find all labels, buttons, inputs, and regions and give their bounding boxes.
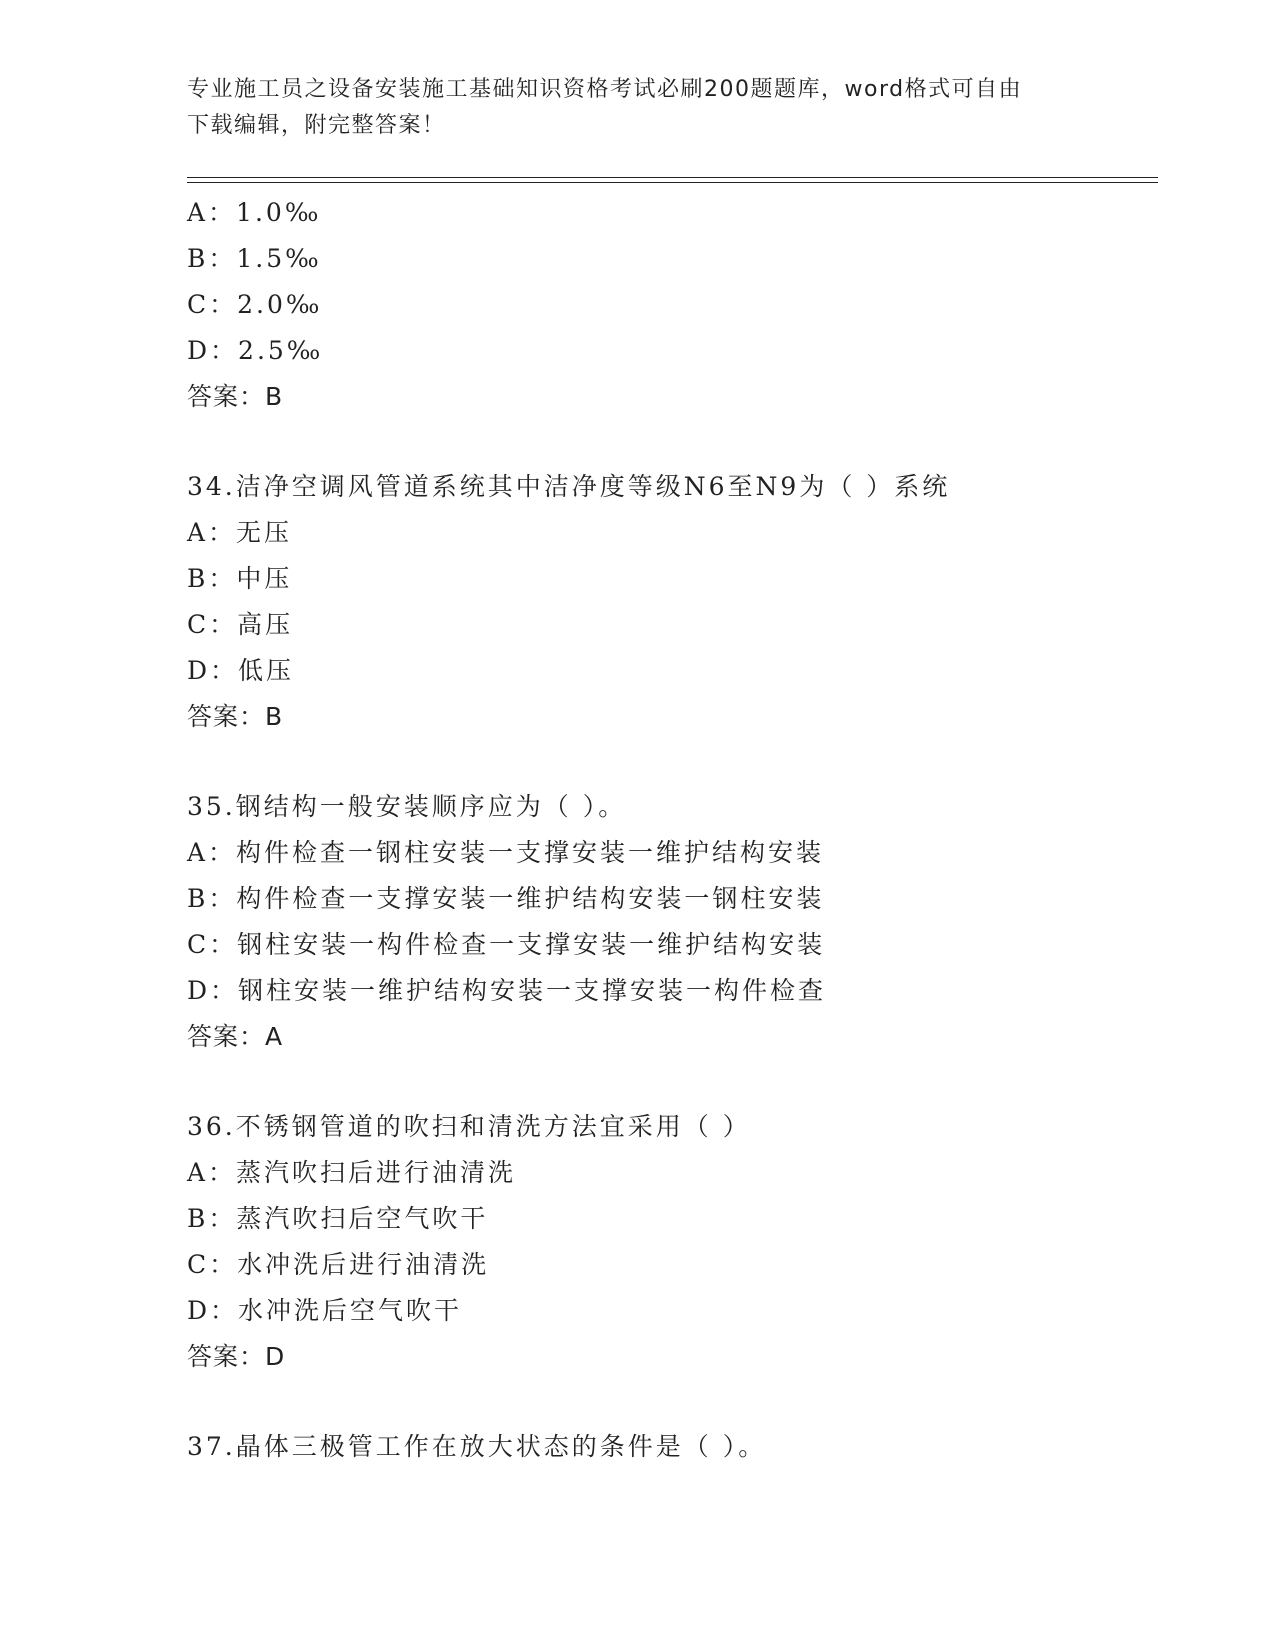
spacer bbox=[187, 1060, 1147, 1104]
option-d: D：水冲洗后空气吹干 bbox=[187, 1296, 463, 1325]
question-35 bbox=[187, 784, 1147, 1060]
question-text: 37.晶体三极管工作在放大状态的条件是（ ）。 bbox=[187, 1432, 767, 1461]
option-c: C：水冲洗后进行油清洗 bbox=[187, 1250, 490, 1279]
spacer bbox=[187, 1380, 1147, 1424]
option-b: B：蒸汽吹扫后空气吹干 bbox=[187, 1204, 489, 1233]
header-divider-top bbox=[187, 177, 1158, 178]
header-line-1: 专业施工员之设备安装施工基础知识资格考试必刷200题题库，word格式可自由 bbox=[187, 77, 1023, 102]
option-b: B：构件检查一支撑安装一维护结构安装一钢柱安装 bbox=[187, 884, 825, 913]
document-header bbox=[187, 72, 1087, 144]
option-c: C：2.0‰ bbox=[187, 290, 323, 319]
option-d: D：钢柱安装一维护结构安装一支撑安装一构件检查 bbox=[187, 976, 827, 1005]
option-a: A：无压 bbox=[187, 518, 293, 547]
header-divider-bottom bbox=[187, 182, 1158, 183]
option-d: D：2.5‰ bbox=[187, 336, 324, 365]
answer: 答案：A bbox=[187, 1022, 284, 1051]
option-a: A：构件检查一钢柱安装一支撑安装一维护结构安装 bbox=[187, 838, 825, 867]
question-text: 34.洁净空调风管道系统其中洁净度等级N6至N9为（ ）系统 bbox=[187, 472, 951, 501]
question-text: 35.钢结构一般安装顺序应为（ ）。 bbox=[187, 792, 627, 821]
option-a: A：1.0‰ bbox=[187, 198, 322, 227]
option-c: C：高压 bbox=[187, 610, 294, 639]
answer: 答案：D bbox=[187, 1342, 286, 1371]
spacer bbox=[187, 420, 1147, 464]
question-34 bbox=[187, 464, 1147, 740]
option-d: D：低压 bbox=[187, 656, 295, 685]
option-a: A：蒸汽吹扫后进行油清洗 bbox=[187, 1158, 517, 1187]
question-list bbox=[187, 190, 1147, 1470]
answer: 答案：B bbox=[187, 382, 284, 411]
question-36 bbox=[187, 1104, 1147, 1380]
question-text: 36.不锈钢管道的吹扫和清洗方法宜采用（ ） bbox=[187, 1112, 751, 1141]
option-b: B：1.5‰ bbox=[187, 244, 322, 273]
spacer bbox=[187, 740, 1147, 784]
question-37 bbox=[187, 1424, 1147, 1470]
option-b: B：中压 bbox=[187, 564, 293, 593]
answer: 答案：B bbox=[187, 702, 284, 731]
option-c: C：钢柱安装一构件检查一支撑安装一维护结构安装 bbox=[187, 930, 826, 959]
header-line-2: 下载编辑，附完整答案！ bbox=[187, 113, 446, 138]
question-33 bbox=[187, 190, 1147, 420]
